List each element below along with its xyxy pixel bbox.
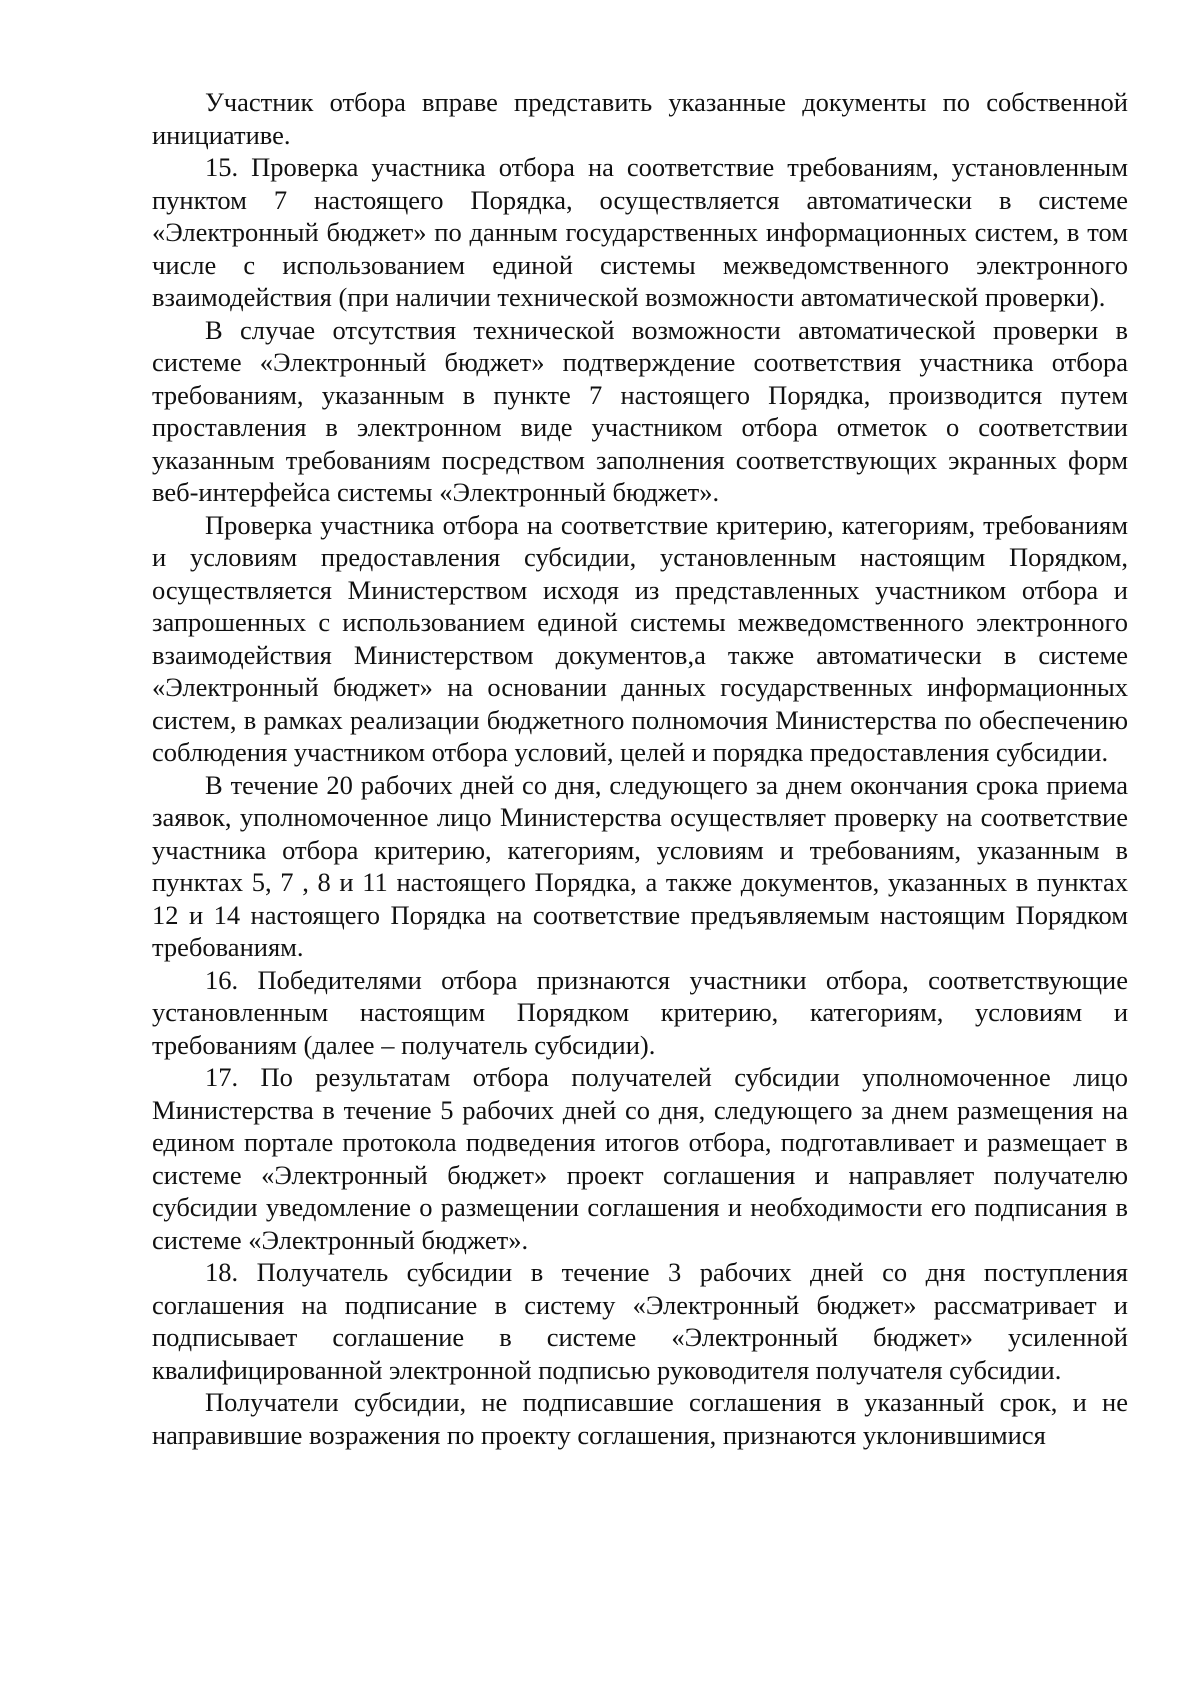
paragraph-item-18: 18. Получатель субсидии в течение 3 рабочих дней со дня поступления соглашения на подписание в систему «Электронный бюджет» рассматривает и подписывает соглашение в системе «Электронный бюджет» усиленной квалифицированной электронной подписью руководителя получателя субсидии.: [152, 1257, 1128, 1385]
paragraph-documents-initiative: Участник отбора вправе представить указанные документы по собственной инициативе.: [152, 87, 1128, 150]
paragraph-20-working-days: В течение 20 рабочих дней со дня, следующего за днем окончания срока приема заявок, уполномоченное лицо Министерства осуществляет проверку на соответствие участника отбора критерию, категориям, условиям и требованиям, указанным в пунктах 5, 7 , 8 и 11 настоящего Порядка, а также документов, указанных в пунктах 12 и 14 настоящего Порядка на соответствие предъявляемым настоящим Порядком требованиям.: [152, 769, 1128, 962]
paragraph-not-signed: Получатели субсидии, не подписавшие соглашения в указанный срок, и не направившие возражения по проекту соглашения, признаются уклонившимися: [152, 1387, 1128, 1450]
paragraph-item-15: 15. Проверка участника отбора на соответствие требованиям, установленным пунктом 7 настоящего Порядка, осуществляется автоматически в системе «Электронный бюджет» по данным государственных информационных систем, в том числе с использованием единой системы межведомственного электронного взаимодействия (при наличии технической возможности автоматической проверки).: [152, 152, 1128, 312]
paragraph-item-17: 17. По результатам отбора получателей субсидии уполномоченное лицо Министерства в течение 5 рабочих дней со дня, следующего за днем размещения на едином портале протокола подведения итогов отбора, подготавливает и размещает в системе «Электронный бюджет» проект соглашения и направляет получателю субсидии уведомление о размещении соглашения и необходимости его подписания в системе «Электронный бюджет».: [152, 1062, 1128, 1255]
paragraph-no-technical-possibility: В случае отсутствия технической возможности автоматической проверки в системе «Электронный бюджет» подтверждение соответствия участника отбора требованиям, указанным в пункте 7 настоящего Порядка, производится путем проставления в электронном виде участником отбора отметок о соответствии указанным требованиям посредством заполнения соответствующих экранных форм веб-интерфейса системы «Электронный бюджет».: [152, 314, 1128, 507]
paragraph-item-16: 16. Победителями отбора признаются участники отбора, соответствующие установленным настоящим Порядком критерию, категориям, условиям и требованиям (далее – получатель субсидии).: [152, 964, 1128, 1060]
document-body: [152, 86, 1128, 1451]
paragraph-ministry-check: Проверка участника отбора на соответствие критерию, категориям, требованиям и условиям предоставления субсидии, установленным настоящим Порядком, осуществляется Министерством исходя из представленных участником отбора и запрошенных с использованием единой системы межведомственного электронного взаимодействия Министерством документов,а также автоматически в системе «Электронный бюджет» на основании данных государственных информационных систем, в рамках реализации бюджетного полномочия Министерства по обеспечению соблюдения участником отбора условий, целей и порядка предоставления субсидии.: [152, 509, 1128, 767]
